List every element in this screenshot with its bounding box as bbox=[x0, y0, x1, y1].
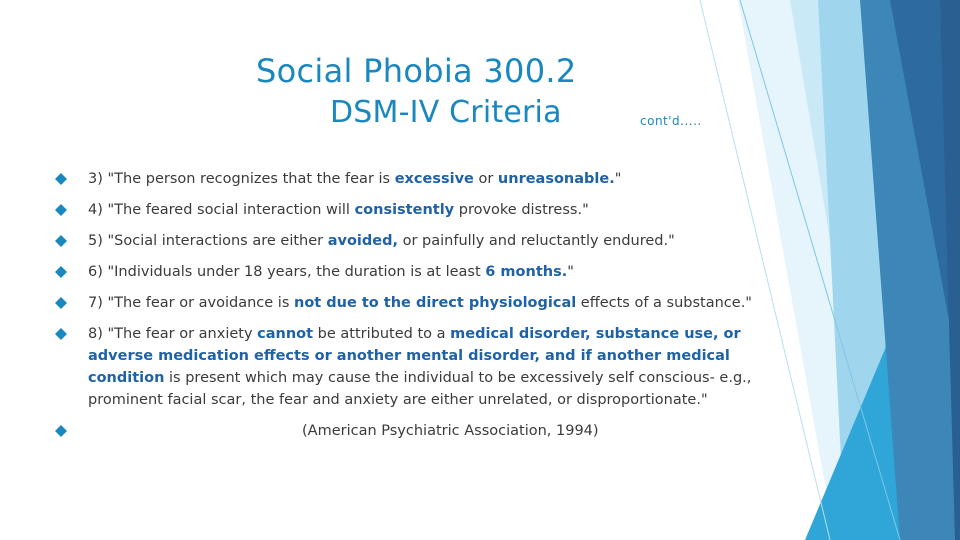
criterion-text: is present which may cause the individual to be excessively self conscious- e.g., prominent facial scar, the fear and anxiety are either unrelated, or disproportionate." bbox=[88, 370, 752, 408]
criterion-text: effects of a substance." bbox=[576, 295, 752, 311]
criterion-item bbox=[56, 292, 756, 314]
criterion-text: or painfully and reluctantly endured." bbox=[398, 233, 675, 249]
highlighted-text: avoided, bbox=[327, 233, 398, 249]
diamond-bullet-icon bbox=[55, 173, 67, 185]
criterion-text: 7) "The fear or avoidance is bbox=[88, 295, 295, 311]
criterion-item bbox=[56, 168, 756, 190]
criterion-text: 4) "The feared social interaction will bbox=[88, 202, 355, 218]
diamond-bullet-icon bbox=[55, 266, 67, 278]
title-line-1: Social Phobia 300.2 bbox=[256, 52, 577, 90]
criterion-text: be attributed to a bbox=[313, 326, 451, 342]
criterion-text: 3) "The person recognizes that the fear is bbox=[88, 171, 395, 187]
criterion-item bbox=[56, 199, 756, 221]
criterion-text: 5) "Social interactions are either bbox=[88, 233, 328, 249]
criterion-text: " bbox=[567, 264, 574, 280]
citation-item bbox=[56, 420, 756, 442]
title-line-2: DSM-IV Criteria bbox=[330, 95, 562, 130]
diamond-bullet-icon bbox=[55, 425, 67, 437]
diamond-bullet-icon bbox=[55, 204, 67, 216]
criterion-item bbox=[56, 261, 756, 283]
criterion-item bbox=[56, 323, 756, 411]
highlighted-text: not due to the direct physiological bbox=[294, 295, 577, 311]
criterion-text: " bbox=[614, 171, 622, 187]
citation-text: (American Psychiatric Association, 1994) bbox=[302, 423, 599, 439]
criteria-list bbox=[56, 168, 756, 442]
highlighted-text: consistently bbox=[354, 202, 455, 218]
criterion-text: 6) "Individuals under 18 years, the duration is at least bbox=[88, 264, 486, 280]
highlighted-text: 6 months. bbox=[485, 264, 568, 280]
diamond-bullet-icon bbox=[55, 235, 67, 247]
diamond-bullet-icon bbox=[55, 328, 67, 340]
continued-label: cont'd..... bbox=[640, 114, 702, 128]
highlighted-text: medical disorder, substance use, or adverse medication effects or another mental disorder, and if another medical condition bbox=[88, 326, 741, 386]
criterion-text: provoke distress." bbox=[454, 202, 589, 218]
criterion-text: or bbox=[473, 171, 498, 187]
highlighted-text: cannot bbox=[257, 326, 314, 342]
diamond-bullet-icon bbox=[55, 297, 67, 309]
highlighted-text: unreasonable. bbox=[497, 171, 615, 187]
criterion-item bbox=[56, 230, 756, 252]
criterion-text: 8) "The fear or anxiety bbox=[88, 326, 258, 342]
highlighted-text: excessive bbox=[394, 171, 474, 187]
